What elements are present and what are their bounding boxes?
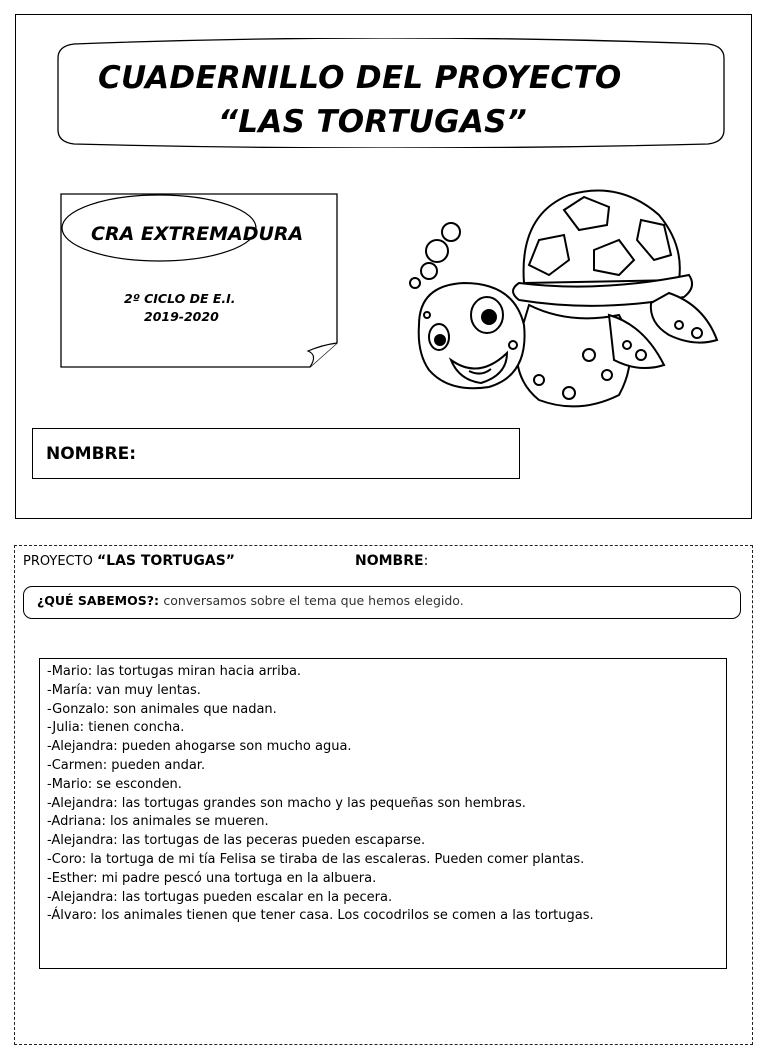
list-item: -Mario: se esconden. — [47, 776, 182, 792]
cover-title-line1: CUADERNILLO DEL PROYECTO — [98, 60, 622, 96]
list-item: -Alejandra: las tortugas grandes son macho y las pequeñas son hembras. — [47, 795, 526, 811]
name-colon: : — [423, 553, 429, 569]
school-year: 2019-2020 — [144, 309, 219, 324]
school-box — [60, 193, 338, 369]
list-item: -Julia: tienen concha. — [47, 720, 185, 736]
worksheet-page — [14, 545, 753, 1045]
list-item: -Alejandra: pueden ahogarse son mucho agua. — [47, 739, 352, 755]
question-text: conversamos sobre el tema que hemos elegido. — [163, 593, 464, 608]
title-banner — [56, 38, 726, 148]
list-item: -María: van muy lentas. — [47, 682, 201, 698]
answers-list — [40, 659, 726, 926]
list-item: -Alejandra: las tortugas de las peceras pueden escaparse. — [47, 833, 426, 849]
list-item: -Álvaro: los animales tienen que tener casa. Los cocodrilos se comen a las tortugas. — [47, 908, 594, 924]
project-title: “LAS TORTUGAS” — [96, 553, 235, 569]
list-item: -Coro: la tortuga de mi tía Felisa se tiraba de las escaleras. Pueden comer plantas. — [47, 851, 585, 867]
school-name: CRA EXTREMADURA — [91, 223, 304, 245]
list-item: -Carmen: pueden andar. — [47, 757, 206, 773]
question-heading — [37, 593, 464, 608]
cover-page — [15, 14, 752, 519]
name-label: NOMBRE — [355, 553, 424, 569]
cycle-oval — [60, 193, 258, 263]
project-prefix: PROYECTO — [23, 554, 93, 569]
list-item: -Adriana: los animales se mueren. — [47, 814, 269, 830]
project-header — [23, 553, 235, 569]
list-item: -Esther: mi padre pescó una tortuga en la albuera. — [47, 870, 377, 886]
list-item: -Gonzalo: son animales que nadan. — [47, 701, 277, 717]
turtle-illustration — [379, 175, 729, 425]
cycle-label: 2º CICLO DE E.I. — [124, 291, 236, 306]
answers-box — [39, 658, 727, 969]
question-label: ¿QUÉ SABEMOS?: — [37, 593, 159, 608]
list-item: -Alejandra: las tortugas pueden escalar en la pecera. — [47, 889, 393, 905]
name-field[interactable] — [32, 428, 520, 479]
cover-title-line2: “LAS TORTUGAS” — [218, 104, 528, 140]
question-box — [23, 586, 741, 619]
list-item: -Mario: las tortugas miran hacia arriba. — [47, 664, 302, 679]
name-field[interactable] — [355, 553, 428, 569]
name-label: NOMBRE: — [46, 444, 137, 464]
